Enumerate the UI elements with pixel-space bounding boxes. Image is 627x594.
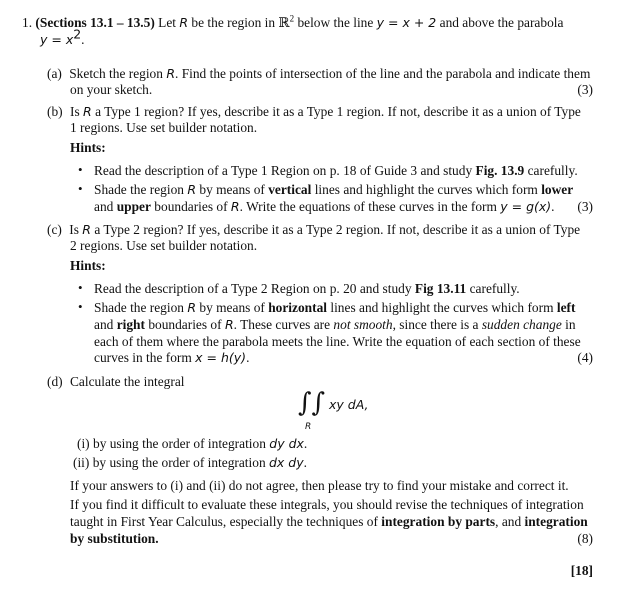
part-c-hint-2-line-4: curves in the form x = h(y). — [94, 350, 250, 365]
bullet-icon: • — [78, 299, 83, 314]
double-integral-sign: ∫∫ — [298, 388, 326, 418]
part-d-paragraph-2-line-2: taught in First Year Calculus, especially the techniques of integration by parts, and integration — [70, 514, 588, 529]
parabola-equation: y = x — [40, 32, 74, 47]
part-a-label: (a) — [47, 66, 62, 81]
line-equation: y = x + 2 — [376, 15, 437, 30]
part-b-hints-heading: Hints: — [70, 140, 106, 155]
part-d-item-i: (i) by using the order of integration dy dx. — [77, 436, 308, 451]
sections-ref: (Sections 13.1 – 13.5) — [35, 15, 155, 30]
integral-region: R — [305, 422, 312, 432]
parabola-equation-line: $y = x^2$. — [40, 26, 85, 47]
part-d-marks: (8) — [577, 531, 593, 546]
part-b-hint-1: Read the description of a Type 1 Region on p. 18 of Guide 3 and study Fig. 13.9 carefully. — [94, 163, 578, 178]
part-c-hint-2-line-2: and right boundaries of R. These curves are not smooth, since there is a sudden change in — [94, 317, 576, 332]
part-b-hint-2-line-2: and upper boundaries of R. Write the equations of these curves in the form y = g(x). — [94, 199, 555, 214]
total-marks: [18] — [570, 563, 593, 578]
part-d-label: (d) — [47, 374, 63, 389]
part-d-line-1: (d) Calculate the integral — [47, 374, 185, 389]
part-d-paragraph-2-line-1: If you find it difficult to evaluate these integrals, you should revise the techniques of integration — [70, 497, 584, 512]
part-c-hint-2-line-1: Shade the region R by means of horizontal lines and highlight the curves which form left — [94, 300, 576, 315]
bullet-icon: • — [78, 162, 83, 177]
bullet-icon: • — [78, 280, 83, 295]
part-b-line-2: 1 regions. Use set builder notation. — [70, 120, 258, 135]
part-d-paragraph-1: If your answers to (i) and (ii) do not agree, then please try to find your mistake and correct it. — [70, 478, 569, 493]
part-c-line-2: 2 regions. Use set builder notation. — [70, 238, 258, 253]
part-d-item-ii: (ii) by using the order of integration dx dy. — [73, 455, 307, 470]
part-b-hint-2-line-1: Shade the region R by means of vertical lines and highlight the curves which form lower — [94, 182, 574, 197]
part-c-label: (c) — [47, 222, 62, 237]
question-number: 1. — [22, 15, 33, 30]
part-c-hint-1: Read the description of a Type 2 Region on p. 20 and study Fig 13.11 carefully. — [94, 281, 520, 296]
part-c-hints-heading: Hints: — [70, 258, 106, 273]
part-b-marks: (3) — [577, 199, 593, 214]
part-b-line-1: (b) Is R a Type 1 region? If yes, describe it as a Type 1 region. If not, describe it as a union of Type — [47, 104, 581, 119]
bullet-icon: • — [78, 181, 83, 196]
part-d-paragraph-2-line-3: by substitution. — [70, 531, 159, 546]
integrand: xy dA, — [329, 397, 369, 412]
part-c-marks: (4) — [577, 350, 593, 365]
part-a-line-1: (a) Sketch the region R. Find the points of intersection of the line and the parabola and indicate them — [47, 66, 591, 81]
part-c-line-1: (c) Is R a Type 2 region? If yes, describe it as a Type 2 region. If not, describe it as a union of Type — [47, 222, 581, 237]
part-a-line-2: on your sketch. — [70, 82, 153, 97]
part-c-hint-2-line-3: each of them where the parabola meets the line. Write the equation of each section of these — [94, 334, 581, 349]
part-b-label: (b) — [47, 104, 63, 119]
part-a-marks: (3) — [577, 82, 593, 97]
question-heading: 1. (Sections 13.1 – 13.5) Let R be the region in ℝ$^2$ below the line y = x + 2 and above the parabola — [22, 13, 564, 30]
